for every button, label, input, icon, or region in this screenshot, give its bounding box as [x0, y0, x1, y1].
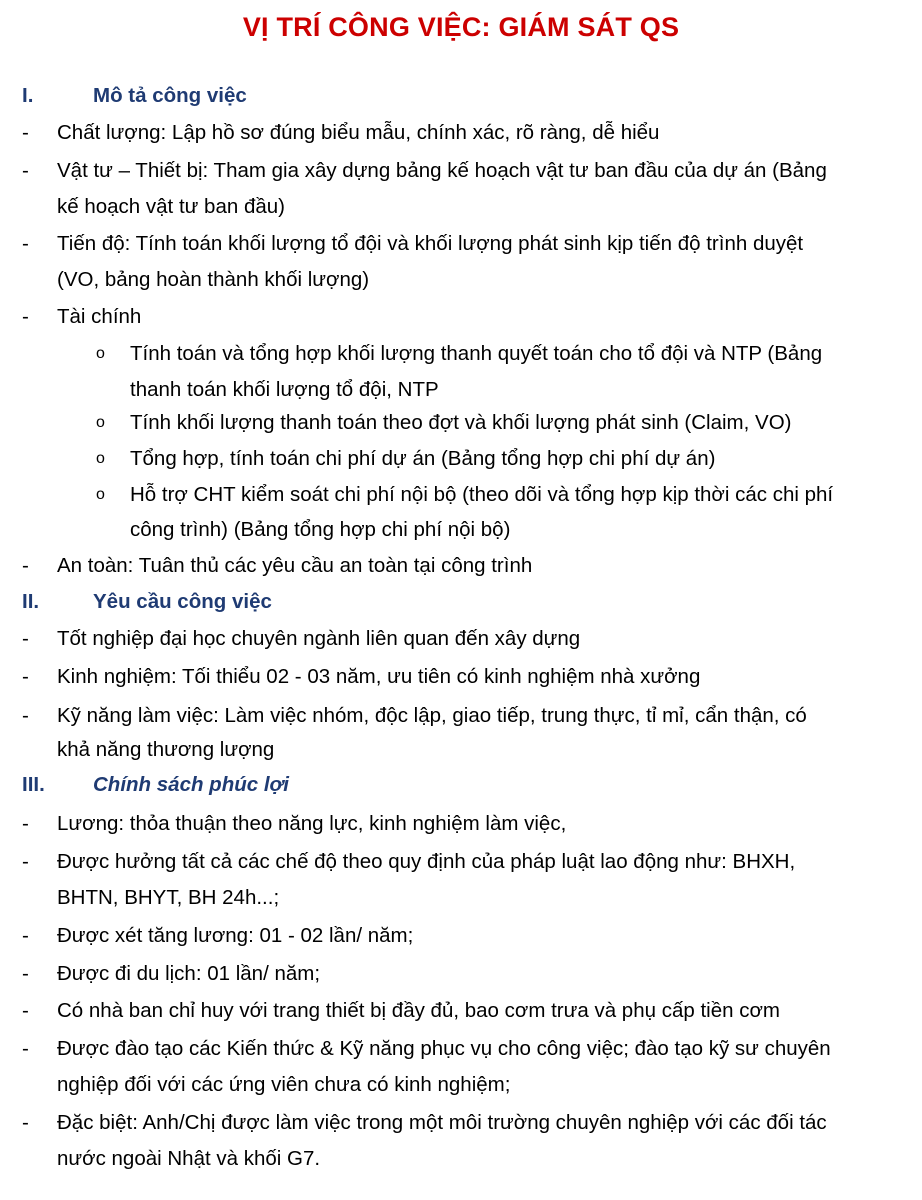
sub-list-item: Hỗ trợ CHT kiểm soát chi phí nội bộ (theo dõi và tổng hợp kịp thời các chi phí — [130, 483, 834, 506]
section-3-title: Chính sách phúc lợi — [93, 773, 290, 796]
list-item-continuation: kế hoạch vật tư ban đầu) — [57, 195, 285, 218]
list-item: Tốt nghiệp đại học chuyên ngành liên quan đến xây dựng — [57, 627, 581, 650]
bullet-circle: o — [96, 345, 105, 362]
bullet-dash: - — [22, 121, 29, 144]
list-item-continuation: (VO, bảng hoàn thành khối lượng) — [57, 268, 370, 291]
list-item: Tài chính — [57, 305, 142, 328]
section-1-number: I. — [22, 84, 34, 107]
bullet-dash: - — [22, 554, 29, 577]
list-item: Được đi du lịch: 01 lần/ năm; — [57, 962, 321, 985]
bullet-dash: - — [22, 665, 29, 688]
list-item: Đặc biệt: Anh/Chị được làm việc trong một môi trường chuyên nghiệp với các đối tác — [57, 1111, 827, 1134]
bullet-dash: - — [22, 1037, 29, 1060]
sub-list-item-continuation: công trình) (Bảng tổng hợp chi phí nội bộ) — [130, 518, 511, 541]
list-item: An toàn: Tuân thủ các yêu cầu an toàn tại công trình — [57, 554, 533, 577]
list-item: Lương: thỏa thuận theo năng lực, kinh nghiệm làm việc, — [57, 812, 567, 835]
bullet-dash: - — [22, 812, 29, 835]
sub-list-item: Tổng hợp, tính toán chi phí dự án (Bảng tổng hợp chi phí dự án) — [130, 447, 716, 470]
section-2-number: II. — [22, 590, 40, 613]
list-item-continuation: nước ngoài Nhật và khối G7. — [57, 1147, 321, 1170]
page-title: VỊ TRÍ CÔNG VIỆC: GIÁM SÁT QS — [242, 12, 680, 42]
bullet-dash: - — [22, 999, 29, 1022]
bullet-circle: o — [96, 414, 105, 431]
bullet-circle: o — [96, 450, 105, 467]
sub-list-item: Tính khối lượng thanh toán theo đợt và khối lượng phát sinh (Claim, VO) — [130, 411, 792, 434]
list-item: Kỹ năng làm việc: Làm việc nhóm, độc lập, giao tiếp, trung thực, tỉ mỉ, cẩn thận, có — [57, 704, 807, 727]
section-2-title: Yêu cầu công việc — [93, 590, 272, 613]
list-item: Có nhà ban chỉ huy với trang thiết bị đầy đủ, bao cơm trưa và phụ cấp tiền cơm — [57, 999, 780, 1022]
list-item: Được hưởng tất cả các chế độ theo quy định của pháp luật lao động như: BHXH, — [57, 850, 796, 873]
bullet-dash: - — [22, 159, 29, 182]
sub-list-item: Tính toán và tổng hợp khối lượng thanh quyết toán cho tổ đội và NTP (Bảng — [130, 342, 823, 365]
bullet-circle: o — [96, 486, 105, 503]
bullet-dash: - — [22, 627, 29, 650]
bullet-dash: - — [22, 232, 29, 255]
list-item-continuation: khả năng thương lượng — [57, 738, 275, 761]
bullet-dash: - — [22, 962, 29, 985]
list-item: Vật tư – Thiết bị: Tham gia xây dựng bảng kế hoạch vật tư ban đầu của dự án (Bảng — [57, 159, 827, 182]
list-item: Tiến độ: Tính toán khối lượng tổ đội và khối lượng phát sinh kịp tiến độ trình duyệt — [57, 232, 804, 255]
bullet-dash: - — [22, 850, 29, 873]
bullet-dash: - — [22, 924, 29, 947]
list-item: Được đào tạo các Kiến thức & Kỹ năng phục vụ cho công việc; đào tạo kỹ sư chuyên — [57, 1037, 831, 1060]
list-item: Kinh nghiệm: Tối thiểu 02 - 03 năm, ưu tiên có kinh nghiệm nhà xưởng — [57, 665, 701, 688]
section-3-number: III. — [22, 773, 45, 796]
section-1-title: Mô tả công việc — [93, 84, 247, 107]
bullet-dash: - — [22, 305, 29, 328]
list-item: Được xét tăng lương: 01 - 02 lần/ năm; — [57, 924, 414, 947]
list-item-continuation: BHTN, BHYT, BH 24h...; — [57, 886, 280, 909]
list-item: Chất lượng: Lập hồ sơ đúng biểu mẫu, chính xác, rõ ràng, dễ hiểu — [57, 121, 660, 144]
bullet-dash: - — [22, 1111, 29, 1134]
sub-list-item-continuation: thanh toán khối lượng tổ đội, NTP — [130, 378, 439, 401]
bullet-dash: - — [22, 704, 29, 727]
list-item-continuation: nghiệp đối với các ứng viên chưa có kinh nghiệm; — [57, 1073, 511, 1096]
